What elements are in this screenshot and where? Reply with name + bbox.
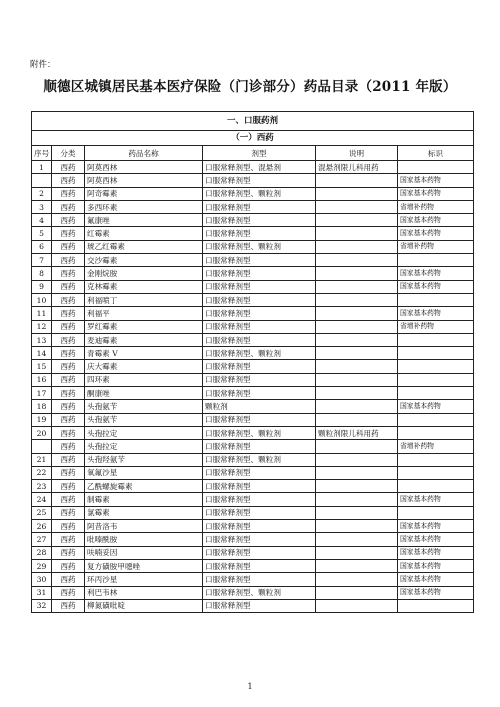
table-row (32, 293, 474, 306)
cell-no: 2 (32, 187, 52, 200)
cell-note (316, 546, 398, 559)
cell-category: 西药 (52, 280, 85, 293)
cell-mark: 国家基本药物 (398, 214, 474, 227)
cell-note (316, 214, 398, 227)
cell-category: 西药 (52, 214, 85, 227)
cell-mark (398, 333, 474, 346)
cell-mark (398, 347, 474, 360)
cell-mark: 省增补药物 (398, 240, 474, 253)
cell-category: 西药 (52, 267, 85, 280)
cell-note (316, 307, 398, 320)
header-mark: 标识 (398, 146, 474, 161)
cell-mark: 国家基本药物 (398, 533, 474, 546)
cell-mark (398, 453, 474, 466)
cell-category: 西药 (52, 599, 85, 612)
cell-category: 西药 (52, 466, 85, 479)
cell-mark: 国家基本药物 (398, 307, 474, 320)
cell-dosage-form: 口服常释剂型、颗粒剂 (203, 347, 316, 360)
cell-note (316, 586, 398, 599)
cell-drug-name: 酮康唑 (85, 387, 203, 400)
cell-category: 西药 (52, 546, 85, 559)
cell-drug-name: 红霉素 (85, 227, 203, 240)
cell-drug-name: 青霉素 V (85, 347, 203, 360)
cell-dosage-form: 口服常释剂型 (203, 320, 316, 333)
cell-no: 31 (32, 586, 52, 599)
cell-note (316, 254, 398, 267)
cell-mark (398, 466, 474, 479)
cell-drug-name: 金刚烷胺 (85, 267, 203, 280)
page-title: 顺德区城镇居民基本医疗保险（门诊部分）药品目录（2011 年版） (43, 79, 457, 95)
cell-no (32, 440, 52, 453)
cell-dosage-form: 口服常释剂型 (203, 559, 316, 572)
cell-no: 13 (32, 333, 52, 346)
cell-drug-name: 呋喃妥因 (85, 546, 203, 559)
cell-category: 西药 (52, 520, 85, 533)
cell-no: 3 (32, 200, 52, 213)
cell-note (316, 227, 398, 240)
cell-dosage-form: 口服常释剂型 (203, 333, 316, 346)
cell-category: 西药 (52, 254, 85, 267)
cell-drug-name: 阿昔洛韦 (85, 520, 203, 533)
table-row (32, 440, 474, 453)
cell-dosage-form: 口服常释剂型 (203, 573, 316, 586)
cell-drug-name: 阿莫西林 (85, 161, 203, 174)
cell-drug-name: 阿莫西林 (85, 174, 203, 187)
header-dosage-form: 剂型 (203, 146, 316, 161)
cell-no: 30 (32, 573, 52, 586)
cell-mark: 国家基本药物 (398, 400, 474, 413)
table-row (32, 373, 474, 386)
cell-category: 西药 (52, 506, 85, 519)
cell-drug-name: 利福平 (85, 307, 203, 320)
cell-drug-name: 利巴韦林 (85, 586, 203, 599)
table-row (32, 240, 474, 253)
table-row (32, 200, 474, 213)
cell-no: 27 (32, 533, 52, 546)
table-row (32, 400, 474, 413)
cell-dosage-form: 口服常释剂型、混悬剂 (203, 161, 316, 174)
table-row (32, 254, 474, 267)
cell-category: 西药 (52, 493, 85, 506)
cell-dosage-form: 口服常释剂型 (203, 520, 316, 533)
cell-no: 15 (32, 360, 52, 373)
cell-mark: 国家基本药物 (398, 520, 474, 533)
cell-no: 7 (32, 254, 52, 267)
table-row (32, 387, 474, 400)
cell-drug-name: 头孢拉定 (85, 426, 203, 439)
cell-drug-name: 环丙沙星 (85, 573, 203, 586)
cell-drug-name: 罗红霉素 (85, 320, 203, 333)
cell-mark (398, 426, 474, 439)
cell-category: 西药 (52, 413, 85, 426)
cell-dosage-form: 口服常释剂型 (203, 360, 316, 373)
cell-note (316, 347, 398, 360)
cell-dosage-form: 口服常释剂型 (203, 413, 316, 426)
header-no: 序号 (32, 146, 52, 161)
cell-drug-name: 头孢氨苄 (85, 400, 203, 413)
table-row (32, 426, 474, 439)
table-row (32, 347, 474, 360)
cell-dosage-form: 口服常释剂型 (203, 546, 316, 559)
table-row (32, 586, 474, 599)
cell-note (316, 573, 398, 586)
cell-category: 西药 (52, 293, 85, 306)
cell-category: 西药 (52, 333, 85, 346)
cell-drug-name: 乙酰螺旋霉素 (85, 480, 203, 493)
cell-mark (398, 480, 474, 493)
cell-mark: 国家基本药物 (398, 187, 474, 200)
cell-dosage-form: 口服常释剂型、颗粒剂 (203, 187, 316, 200)
cell-mark: 省增补药物 (398, 320, 474, 333)
drug-table-body (32, 161, 474, 613)
cell-no: 5 (32, 227, 52, 240)
cell-note (316, 373, 398, 386)
cell-category: 西药 (52, 161, 85, 174)
cell-dosage-form: 口服常释剂型 (203, 533, 316, 546)
cell-note (316, 200, 398, 213)
cell-no: 14 (32, 347, 52, 360)
cell-dosage-form: 口服常释剂型 (203, 174, 316, 187)
cell-note (316, 559, 398, 572)
cell-note (316, 413, 398, 426)
cell-category: 西药 (52, 240, 85, 253)
cell-note (316, 466, 398, 479)
cell-no: 29 (32, 559, 52, 572)
cell-mark: 国家基本药物 (398, 546, 474, 559)
table-row (32, 187, 474, 200)
header-note: 说明 (316, 146, 398, 161)
cell-note (316, 293, 398, 306)
cell-drug-name: 头孢拉定 (85, 440, 203, 453)
cell-drug-name: 庆大霉素 (85, 360, 203, 373)
cell-dosage-form: 口服常释剂型 (203, 200, 316, 213)
cell-mark: 国家基本药物 (398, 174, 474, 187)
cell-mark: 国家基本药物 (398, 227, 474, 240)
cell-drug-name: 复方磺胺甲噁唑 (85, 559, 203, 572)
cell-no: 26 (32, 520, 52, 533)
header-drug-name: 药品名称 (85, 146, 203, 161)
cell-drug-name: 麦迪霉素 (85, 333, 203, 346)
cell-dosage-form: 口服常释剂型、颗粒剂 (203, 426, 316, 439)
cell-no: 16 (32, 373, 52, 386)
cell-category: 西药 (52, 573, 85, 586)
cell-category: 西药 (52, 400, 85, 413)
cell-no: 8 (32, 267, 52, 280)
cell-no: 10 (32, 293, 52, 306)
cell-dosage-form: 口服常释剂型 (203, 293, 316, 306)
cell-mark (398, 387, 474, 400)
section-row (32, 112, 474, 131)
cell-dosage-form: 口服常释剂型 (203, 307, 316, 320)
cell-note (316, 240, 398, 253)
cell-mark (398, 413, 474, 426)
table-row (32, 280, 474, 293)
cell-dosage-form: 口服常释剂型 (203, 599, 316, 612)
table-row (32, 333, 474, 346)
cell-mark (398, 599, 474, 612)
table-row (32, 413, 474, 426)
cell-note (316, 533, 398, 546)
cell-note (316, 267, 398, 280)
table-row (32, 533, 474, 546)
cell-no: 6 (32, 240, 52, 253)
cell-dosage-form: 口服常释剂型 (203, 440, 316, 453)
cell-note (316, 400, 398, 413)
cell-dosage-form: 口服常释剂型 (203, 466, 316, 479)
cell-mark: 国家基本药物 (398, 267, 474, 280)
cell-no: 21 (32, 453, 52, 466)
cell-note (316, 187, 398, 200)
cell-dosage-form: 口服常释剂型 (203, 387, 316, 400)
cell-note (316, 440, 398, 453)
cell-no: 1 (32, 161, 52, 174)
cell-note: 混悬剂限儿科用药 (316, 161, 398, 174)
cell-mark (398, 373, 474, 386)
table-row (32, 559, 474, 572)
cell-no: 11 (32, 307, 52, 320)
cell-note: 颗粒剂限儿科用药 (316, 426, 398, 439)
cell-dosage-form: 口服常释剂型、颗粒剂 (203, 240, 316, 253)
cell-drug-name: 柳氮磺吡啶 (85, 599, 203, 612)
header-category: 分类 (52, 146, 85, 161)
cell-category: 西药 (52, 440, 85, 453)
table-row (32, 506, 474, 519)
table-row (32, 267, 474, 280)
cell-no: 18 (32, 400, 52, 413)
section-title: 一、口服药剂 (32, 112, 474, 131)
cell-category: 西药 (52, 480, 85, 493)
cell-dosage-form: 口服常释剂型 (203, 493, 316, 506)
cell-no: 24 (32, 493, 52, 506)
cell-note (316, 333, 398, 346)
cell-dosage-form: 口服常释剂型 (203, 214, 316, 227)
cell-no: 22 (32, 466, 52, 479)
cell-category: 西药 (52, 586, 85, 599)
cell-drug-name: 头孢氨苄 (85, 413, 203, 426)
cell-dosage-form: 口服常释剂型 (203, 267, 316, 280)
cell-mark: 国家基本药物 (398, 573, 474, 586)
cell-no: 20 (32, 426, 52, 439)
cell-drug-name: 阿奇霉素 (85, 187, 203, 200)
cell-mark: 省增补药物 (398, 440, 474, 453)
table-row (32, 307, 474, 320)
cell-drug-name: 交沙霉素 (85, 254, 203, 267)
cell-drug-name: 多西环素 (85, 200, 203, 213)
cell-drug-name: 琥乙红霉素 (85, 240, 203, 253)
table-row (32, 174, 474, 187)
cell-dosage-form: 口服常释剂型、颗粒剂 (203, 453, 316, 466)
cell-mark (398, 254, 474, 267)
cell-note (316, 453, 398, 466)
subsection-row (32, 131, 474, 146)
cell-drug-name: 头孢羟氨苄 (85, 453, 203, 466)
cell-no: 25 (32, 506, 52, 519)
cell-category: 西药 (52, 373, 85, 386)
table-row (32, 520, 474, 533)
table-row (32, 161, 474, 174)
cell-category: 西药 (52, 320, 85, 333)
cell-no: 17 (32, 387, 52, 400)
cell-note (316, 493, 398, 506)
cell-mark: 国家基本药物 (398, 280, 474, 293)
cell-no: 12 (32, 320, 52, 333)
cell-drug-name: 氯霉素 (85, 506, 203, 519)
cell-note (316, 174, 398, 187)
cell-category: 西药 (52, 559, 85, 572)
cell-note (316, 506, 398, 519)
cell-dosage-form: 口服常释剂型 (203, 254, 316, 267)
cell-category: 西药 (52, 387, 85, 400)
cell-note (316, 480, 398, 493)
table-row (32, 360, 474, 373)
cell-note (316, 520, 398, 533)
cell-mark (398, 293, 474, 306)
cell-no: 23 (32, 480, 52, 493)
cell-category: 西药 (52, 426, 85, 439)
table-row (32, 214, 474, 227)
cell-no: 9 (32, 280, 52, 293)
cell-mark (398, 161, 474, 174)
table-row (32, 573, 474, 586)
cell-drug-name: 制霉素 (85, 493, 203, 506)
cell-drug-name: 氟康唑 (85, 214, 203, 227)
cell-mark: 国家基本药物 (398, 493, 474, 506)
table-row (32, 320, 474, 333)
cell-dosage-form: 口服常释剂型 (203, 373, 316, 386)
cell-dosage-form: 口服常释剂型 (203, 480, 316, 493)
cell-drug-name: 四环素 (85, 373, 203, 386)
cell-drug-name: 利福喷丁 (85, 293, 203, 306)
cell-mark (398, 506, 474, 519)
cell-note (316, 320, 398, 333)
subsection-title: （一）西药 (32, 131, 474, 146)
page-number: 1 (247, 682, 253, 691)
table-row (32, 453, 474, 466)
cell-mark: 国家基本药物 (398, 559, 474, 572)
table-row (32, 599, 474, 612)
cell-mark (398, 360, 474, 373)
cell-drug-name: 氧氟沙星 (85, 466, 203, 479)
cell-no: 32 (32, 599, 52, 612)
cell-category: 西药 (52, 187, 85, 200)
cell-category: 西药 (52, 453, 85, 466)
attachment-label: 附件： (30, 60, 56, 70)
table-row (32, 480, 474, 493)
cell-category: 西药 (52, 533, 85, 546)
drug-table (31, 111, 474, 613)
cell-drug-name: 克林霉素 (85, 280, 203, 293)
cell-category: 西药 (52, 360, 85, 373)
cell-dosage-form: 口服常释剂型 (203, 506, 316, 519)
cell-note (316, 599, 398, 612)
table-row (32, 493, 474, 506)
cell-dosage-form: 口服常释剂型 (203, 280, 316, 293)
cell-dosage-form: 口服常释剂型、颗粒剂 (203, 586, 316, 599)
table-row (32, 546, 474, 559)
cell-category: 西药 (52, 200, 85, 213)
cell-mark: 国家基本药物 (398, 586, 474, 599)
cell-no: 19 (32, 413, 52, 426)
table-row (32, 466, 474, 479)
cell-category: 西药 (52, 307, 85, 320)
table-row (32, 227, 474, 240)
header-row (32, 146, 474, 161)
cell-note (316, 280, 398, 293)
cell-note (316, 360, 398, 373)
cell-category: 西药 (52, 347, 85, 360)
cell-no (32, 174, 52, 187)
cell-dosage-form: 颗粒剂 (203, 400, 316, 413)
cell-note (316, 387, 398, 400)
cell-drug-name: 吡嗪酰胺 (85, 533, 203, 546)
cell-no: 28 (32, 546, 52, 559)
cell-category: 西药 (52, 227, 85, 240)
cell-category: 西药 (52, 174, 85, 187)
cell-no: 4 (32, 214, 52, 227)
cell-dosage-form: 口服常释剂型 (203, 227, 316, 240)
cell-mark: 省增补药物 (398, 200, 474, 213)
